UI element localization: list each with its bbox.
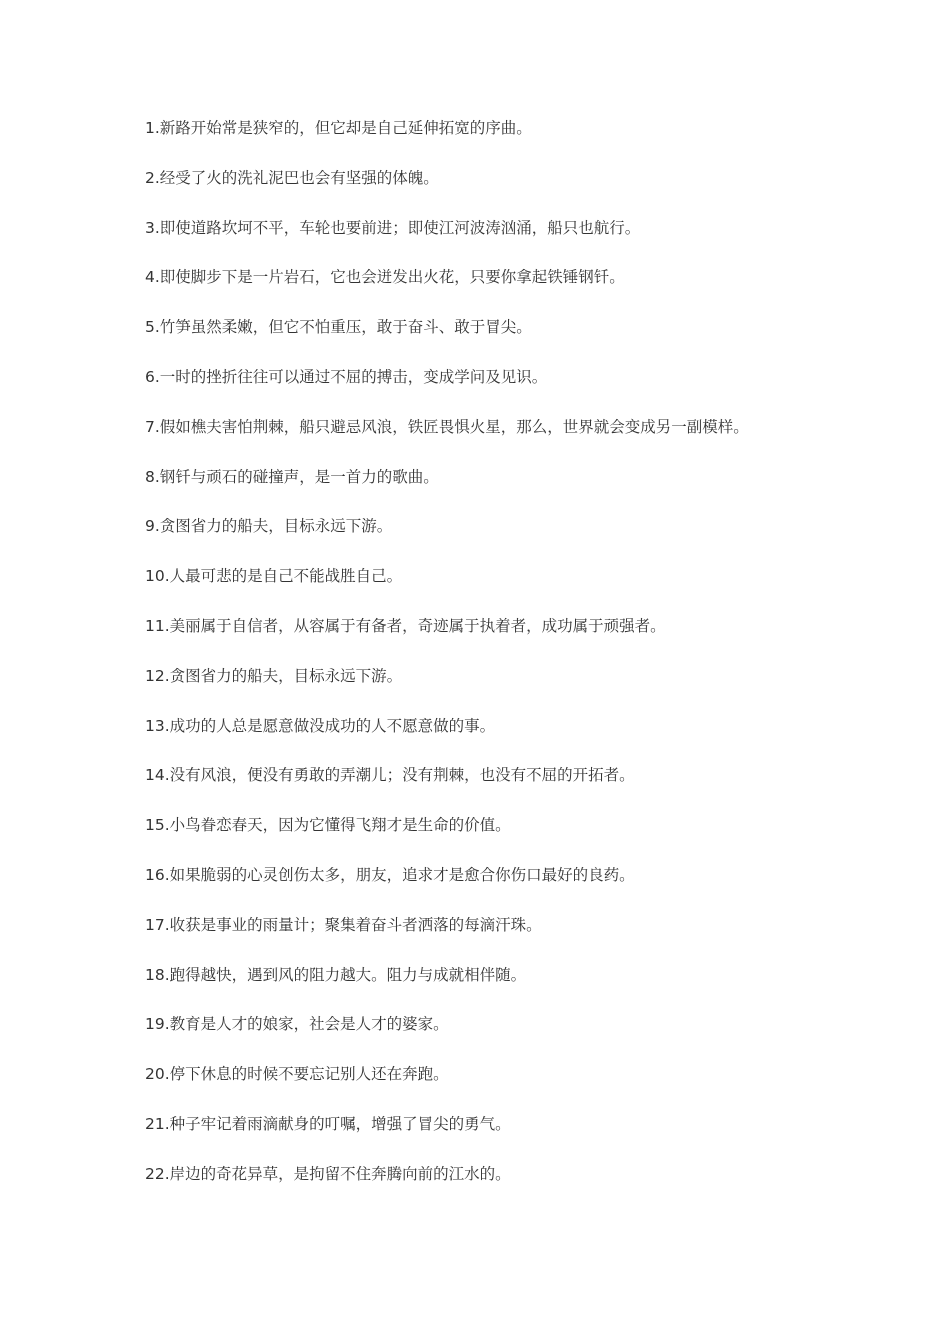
quote-item: 7.假如樵夫害怕荆棘，船只避忌风浪，铁匠畏惧火星，那么，世界就会变成另一副模样。 — [145, 417, 749, 436]
quote-item: 21.种子牢记着雨滴献身的叮嘱，增强了冒尖的勇气。 — [145, 1114, 511, 1133]
quote-item: 14.没有风浪，便没有勇敢的弄潮儿；没有荆棘，也没有不屈的开拓者。 — [145, 766, 635, 785]
quote-item: 22.岸边的奇花异草，是拘留不住奔腾向前的江水的。 — [145, 1164, 511, 1183]
quote-item: 2.经受了火的洗礼泥巴也会有坚强的体魄。 — [145, 168, 439, 187]
quote-item: 12.贪图省力的船夫，目标永远下游。 — [145, 666, 403, 685]
quote-item: 13.成功的人总是愿意做没成功的人不愿意做的事。 — [145, 716, 496, 735]
quote-item: 17.收获是事业的雨量计；聚集着奋斗者洒落的每滴汗珠。 — [145, 915, 542, 934]
quote-item: 18.跑得越快，遇到风的阻力越大。阻力与成就相伴随。 — [145, 965, 527, 984]
quote-item: 8.钢钎与顽石的碰撞声，是一首力的歌曲。 — [145, 467, 439, 486]
quote-item: 11.美丽属于自信者，从容属于有备者，奇迹属于执着者，成功属于顽强者。 — [145, 616, 666, 635]
quote-item: 4.即使脚步下是一片岩石，它也会迸发出火花，只要你拿起铁锤钢钎。 — [145, 268, 625, 287]
quote-item: 6.一时的挫折往往可以通过不屈的搏击，变成学问及见识。 — [145, 367, 548, 386]
quote-item: 15.小鸟眷恋春天，因为它懂得飞翔才是生命的价值。 — [145, 816, 511, 835]
quote-item: 16.如果脆弱的心灵创伤太多，朋友，追求才是愈合你伤口最好的良药。 — [145, 865, 635, 884]
quote-item: 3.即使道路坎坷不平，车轮也要前进；即使江河波涛汹涌，船只也航行。 — [145, 218, 641, 237]
quote-item: 5.竹笋虽然柔嫩，但它不怕重压，敢于奋斗、敢于冒尖。 — [145, 318, 532, 337]
quote-item: 19.教育是人才的娘家，社会是人才的婆家。 — [145, 1015, 449, 1034]
quote-list — [145, 116, 865, 1212]
quote-item: 9.贪图省力的船夫，目标永远下游。 — [145, 517, 393, 536]
quote-item: 10.人最可悲的是自己不能战胜自己。 — [145, 567, 403, 586]
quote-item: 1.新路开始常是狭窄的，但它却是自己延伸拓宽的序曲。 — [145, 119, 532, 137]
quote-item: 20.停下休息的时候不要忘记别人还在奔跑。 — [145, 1065, 449, 1084]
